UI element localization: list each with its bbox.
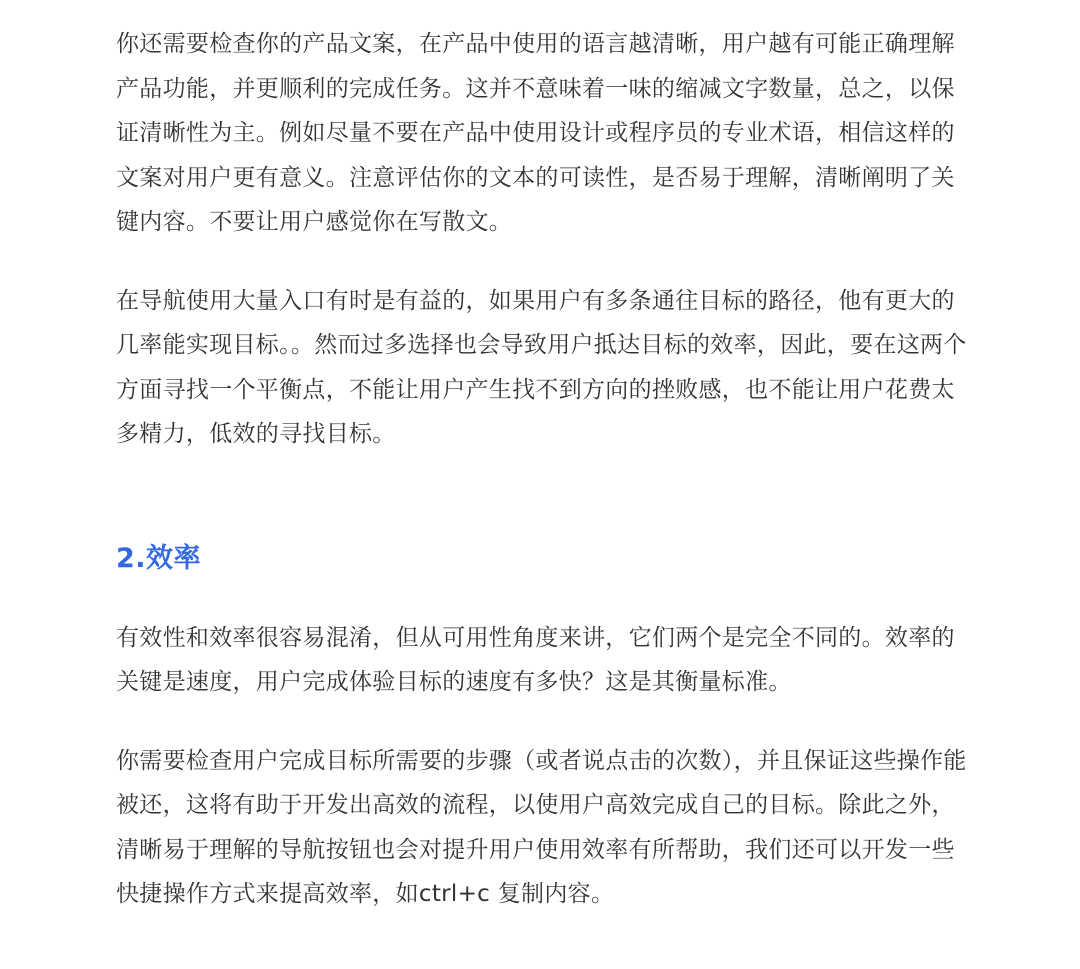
paragraph-navigation: 在导航使用大量入口有时是有益的，如果用户有多条通往目标的路径，他有更大的几率能实现目标。。然而过多选择也会导致用户抵达目标的效率，因此，要在这两个方面寻找一个平衡点，不能让用户产生找不到方向的挫败感，也不能让用户花费太多精力，低效的寻找目标。 xyxy=(116,287,967,447)
paragraph-efficiency-steps: 你需要检查用户完成目标所需要的步骤（或者说点击的次数），并且保证这些操作能被还，这将有助于开发出高效的流程，以使用户高效完成自己的目标。除此之外，清晰易于理解的导航按钮也会对提升用户使用效率有所帮助，我们还可以开发一些快捷操作方式来提高效率，如ctrl+c 复制内容。 xyxy=(116,747,967,907)
paragraph-copywriting: 你还需要检查你的产品文案，在产品中使用的语言越清晰，用户越有可能正确理解产品功能，并更顺利的完成任务。这并不意味着一味的缩减文字数量，总之，以保证清晰性为主。例如尽量不要在产品中使用设计或程序员的专业术语，相信这样的文案对用户更有意义。注意评估你的文本的可读性，是否易于理解，清晰阐明了关键内容。不要让用户感觉你在写散文。 xyxy=(116,31,955,235)
paragraph-efficiency-definition: 有效性和效率很容易混淆，但从可用性角度来讲，它们两个是完全不同的。效率的关键是速度，用户完成体验目标的速度有多快？这是其衡量标准。 xyxy=(116,624,955,695)
article-body xyxy=(116,22,968,917)
section-heading-efficiency: 2.效率 xyxy=(116,542,202,574)
